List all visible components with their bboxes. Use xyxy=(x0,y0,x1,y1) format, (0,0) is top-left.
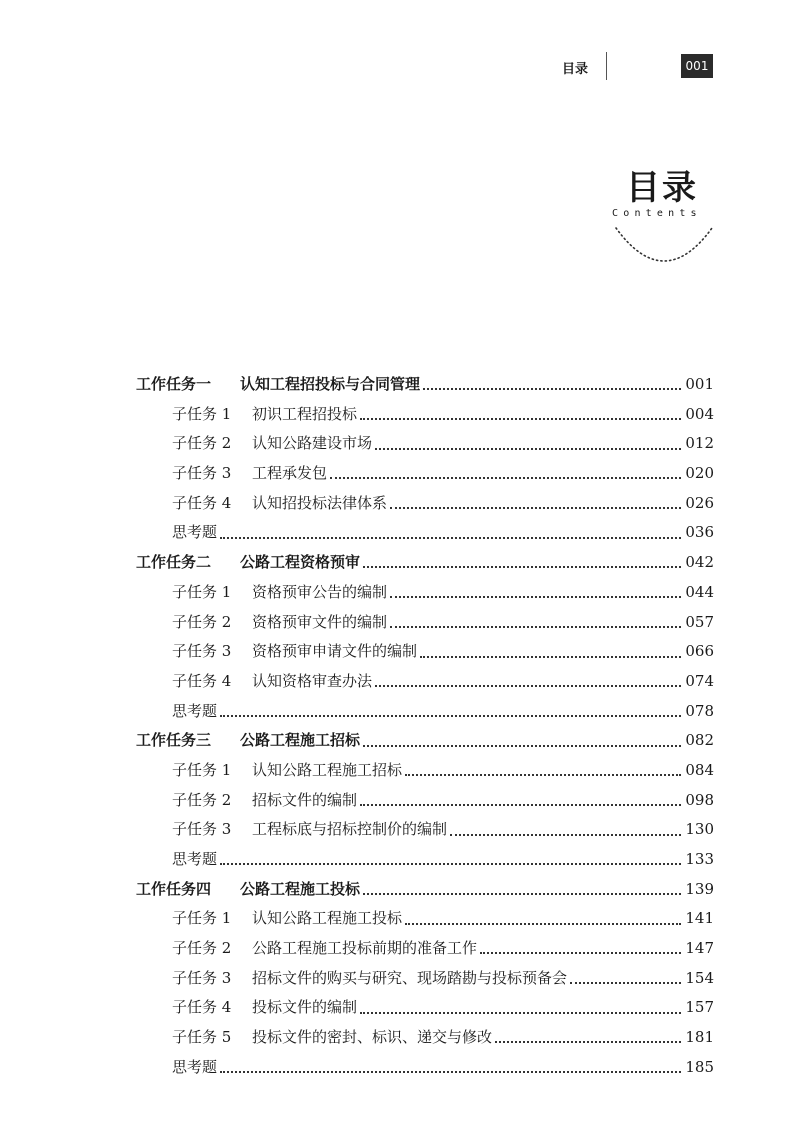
dot-leader xyxy=(390,506,681,509)
toc-entry-page: 020 xyxy=(685,464,714,483)
toc-entry-title: 认知公路工程施工招标 xyxy=(252,760,403,779)
toc-entry-subtask[interactable] xyxy=(136,400,714,430)
toc-entry-title: 投标文件的密封、标识、递交与修改 xyxy=(252,1028,493,1047)
dot-leader xyxy=(390,595,681,598)
toc-entry-page: 078 xyxy=(685,701,714,720)
toc-title: 目录 xyxy=(626,168,698,208)
dot-leader xyxy=(330,476,681,479)
toc-entry-subtask[interactable] xyxy=(136,904,714,934)
dot-leader xyxy=(375,684,681,687)
toc-entry-title: 公路工程资格预审 xyxy=(240,553,361,572)
toc-entry-title: 资格预审申请文件的编制 xyxy=(252,642,418,661)
toc-entry-number: 子任务 3 xyxy=(172,820,232,839)
toc-entry-page: 139 xyxy=(685,879,714,898)
toc-entry-page: 185 xyxy=(685,1057,714,1076)
toc-entry-page: 084 xyxy=(685,760,714,779)
toc-entry-title: 初识工程招投标 xyxy=(252,404,358,423)
toc-entry-title: 招标文件的编制 xyxy=(252,790,358,809)
toc-entry-title: 思考题 xyxy=(172,701,218,720)
dot-leader xyxy=(360,1011,681,1014)
toc-entry-questions[interactable] xyxy=(136,845,714,875)
toc-entry-number: 工作任务四 xyxy=(136,879,212,898)
toc-entry-title: 思考题 xyxy=(172,850,218,868)
toc-entry-subtask[interactable] xyxy=(136,578,714,608)
toc-entry-number: 子任务 2 xyxy=(172,434,232,453)
dot-leader xyxy=(405,922,681,925)
toc-entry-number: 工作任务二 xyxy=(136,553,212,572)
toc-entry-page: 098 xyxy=(685,790,714,809)
dot-leader xyxy=(420,655,681,658)
toc-entry-number: 子任务 1 xyxy=(172,760,232,779)
dot-leader xyxy=(363,744,681,747)
toc-entry-title: 资格预审文件的编制 xyxy=(252,612,388,631)
toc-entry-title: 工程标底与招标控制价的编制 xyxy=(252,820,448,839)
dot-leader xyxy=(375,447,681,450)
toc-entry-page: 147 xyxy=(685,939,714,958)
toc-subtitle: Contents xyxy=(612,208,702,219)
toc-entry-page: 154 xyxy=(685,968,714,987)
dot-leader xyxy=(220,536,681,539)
toc-entry-page: 036 xyxy=(685,523,714,542)
toc-entry-number: 子任务 1 xyxy=(172,404,232,423)
toc-entry-page: 082 xyxy=(685,731,714,750)
toc-entry-subtask[interactable] xyxy=(136,1023,714,1053)
toc-entry-number: 子任务 4 xyxy=(172,998,232,1017)
dot-leader xyxy=(360,803,681,806)
toc-entry-number: 子任务 4 xyxy=(172,671,232,690)
toc-entry-number: 子任务 5 xyxy=(172,1028,232,1047)
dot-leader xyxy=(405,773,681,776)
toc-entry-page: 074 xyxy=(685,671,714,690)
toc-entry-subtask[interactable] xyxy=(136,964,714,994)
dot-leader xyxy=(363,892,681,895)
toc-entry-page: 066 xyxy=(685,642,714,661)
toc-entry-subtask[interactable] xyxy=(136,993,714,1023)
toc-entry-task-1[interactable] xyxy=(136,370,714,400)
header-divider xyxy=(606,52,607,80)
toc-entry-subtask[interactable] xyxy=(136,815,714,845)
dot-leader xyxy=(220,862,681,865)
toc-entry-number: 工作任务三 xyxy=(136,731,212,750)
toc-entry-title: 思考题 xyxy=(172,523,218,542)
toc-entry-number: 子任务 1 xyxy=(172,582,232,601)
toc-entry-questions[interactable] xyxy=(136,1053,714,1083)
dot-leader xyxy=(220,714,681,717)
toc-entry-number: 子任务 2 xyxy=(172,790,232,809)
toc-entry-number: 子任务 2 xyxy=(172,612,232,631)
toc-entry-number: 子任务 3 xyxy=(172,464,232,483)
toc-entry-title: 认知工程招投标与合同管理 xyxy=(240,375,421,393)
toc-entry-page: 004 xyxy=(685,404,714,423)
toc-entry-title: 认知招投标法律体系 xyxy=(252,493,388,512)
toc-entry-page: 057 xyxy=(685,612,714,631)
toc-entry-subtask[interactable] xyxy=(136,459,714,489)
toc-entry-title: 认知公路建设市场 xyxy=(252,434,373,453)
toc-entry-title: 思考题 xyxy=(172,1057,218,1076)
toc-entry-questions[interactable] xyxy=(136,697,714,727)
toc-entry-number: 工作任务一 xyxy=(136,375,212,393)
toc-entry-subtask[interactable] xyxy=(136,934,714,964)
toc-entry-title: 工程承发包 xyxy=(252,464,328,483)
toc-entry-subtask[interactable] xyxy=(136,489,714,519)
toc-entry-title: 公路工程施工投标 xyxy=(240,879,361,898)
toc-entry-title: 招标文件的购买与研究、现场踏勘与投标预备会 xyxy=(252,968,568,987)
dot-leader xyxy=(480,951,681,954)
running-header-label: 目录 xyxy=(562,62,589,77)
toc-entry-number: 子任务 1 xyxy=(172,909,232,928)
toc-entry-subtask[interactable] xyxy=(136,608,714,638)
page-number-badge: 001 xyxy=(681,54,713,78)
toc-entry-number: 子任务 3 xyxy=(172,968,232,987)
toc-entry-title: 公路工程施工招标 xyxy=(240,731,361,750)
toc-entry-questions[interactable] xyxy=(136,518,714,548)
dot-leader xyxy=(423,387,681,390)
toc-entry-page: 157 xyxy=(685,998,714,1017)
toc-entry-task-2[interactable] xyxy=(136,548,714,578)
toc-entry-title: 投标文件的编制 xyxy=(252,998,358,1017)
toc-entry-page: 044 xyxy=(685,582,714,601)
dot-leader xyxy=(390,625,681,628)
table-of-contents xyxy=(136,370,714,1083)
toc-entry-page: 133 xyxy=(685,850,714,868)
dot-leader xyxy=(360,417,681,420)
toc-entry-task-4[interactable] xyxy=(136,875,714,905)
toc-entry-number: 子任务 3 xyxy=(172,642,232,661)
toc-entry-subtask[interactable] xyxy=(136,429,714,459)
toc-entry-task-3[interactable] xyxy=(136,726,714,756)
toc-entry-number: 子任务 4 xyxy=(172,493,232,512)
dot-leader xyxy=(220,1070,681,1073)
toc-entry-title: 资格预审公告的编制 xyxy=(252,582,388,601)
dot-leader xyxy=(363,565,681,568)
toc-entry-page: 130 xyxy=(685,820,714,839)
dot-leader xyxy=(570,981,681,984)
toc-entry-subtask[interactable] xyxy=(136,756,714,786)
toc-entry-subtask[interactable] xyxy=(136,667,714,697)
toc-entry-page: 012 xyxy=(685,434,714,453)
toc-entry-page: 181 xyxy=(685,1028,714,1047)
toc-entry-title: 公路工程施工投标前期的准备工作 xyxy=(252,939,478,958)
toc-entry-page: 026 xyxy=(685,493,714,512)
dot-leader xyxy=(495,1040,681,1043)
toc-entry-subtask[interactable] xyxy=(136,786,714,816)
toc-entry-page: 042 xyxy=(685,553,714,572)
toc-entry-number: 子任务 2 xyxy=(172,939,232,958)
toc-entry-subtask[interactable] xyxy=(136,637,714,667)
toc-entry-title: 认知公路工程施工投标 xyxy=(252,909,403,928)
decorative-dotted-arc xyxy=(610,224,720,268)
dot-leader xyxy=(450,833,681,836)
toc-entry-page: 001 xyxy=(685,375,714,393)
toc-entry-title: 认知资格审查办法 xyxy=(252,671,373,690)
toc-entry-page: 141 xyxy=(685,909,714,928)
